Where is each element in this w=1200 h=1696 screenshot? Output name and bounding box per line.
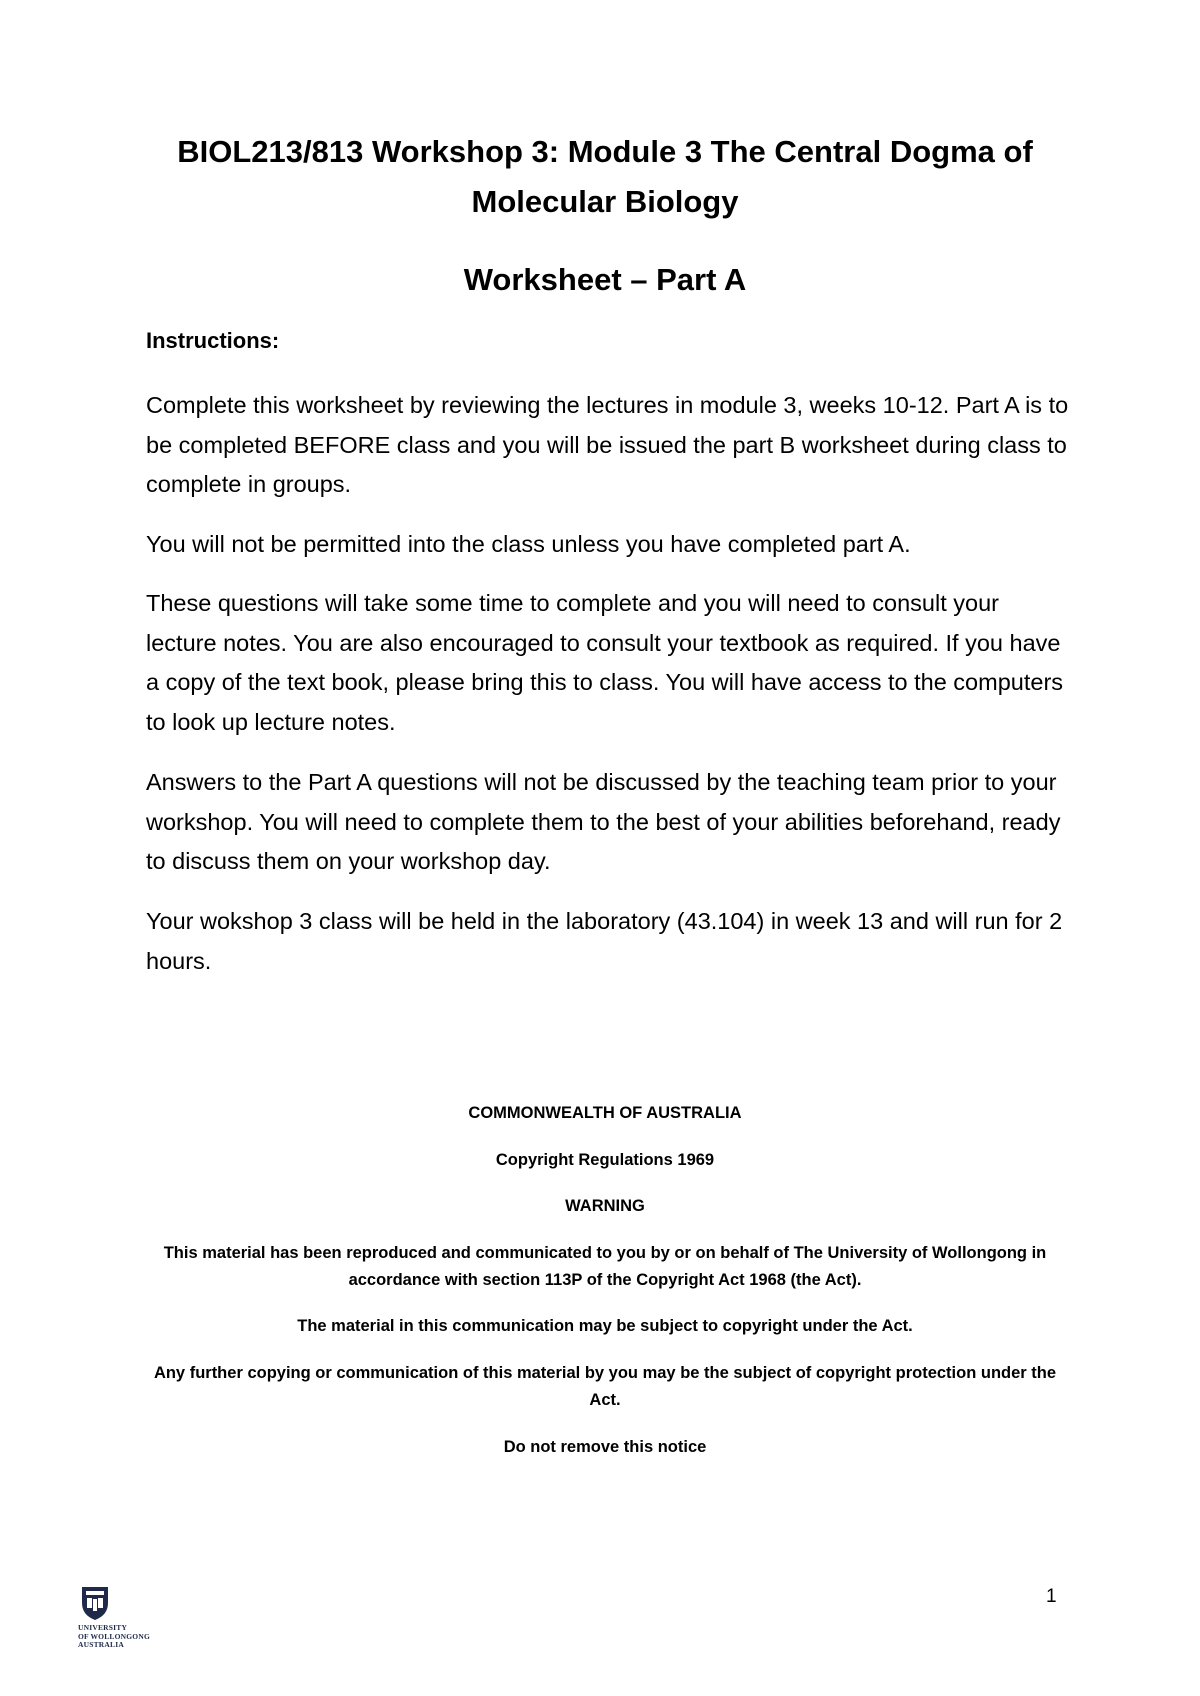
instructions-paragraph: Your wokshop 3 class will be held in the laboratory (43.104) in week 13 and will run for 2 hours. [146, 908, 1063, 974]
page-number: 1 [1046, 1586, 1057, 1607]
document-title: BIOL213/813 Workshop 3: Module 3 The Central Dogma of Molecular Biology [177, 134, 1033, 219]
copyright-warning: WARNING [565, 1197, 645, 1215]
copyright-regulations: Copyright Regulations 1969 [495, 1151, 715, 1169]
instructions-heading: Instructions: [146, 328, 280, 353]
instructions-paragraph: These questions will take some time to complete and you will need to consult your lecture notes. You are also encouraged to consult your textbook as required. If you have a copy of the text book, please bring this to class. You will have access to the computers to look up lecture notes. [146, 590, 1064, 735]
copyright-statement: This material has been reproduced and communicated to you by or on behalf of The University of Wollongong in accordance with section 113P of the Copyright Act 1968 (the Act). [163, 1244, 1047, 1289]
document-subtitle: Worksheet – Part A [463, 262, 747, 297]
instructions-paragraph: You will not be permitted into the class unless you have completed part A. [146, 531, 911, 557]
instructions-paragraph: Complete this worksheet by reviewing the lectures in module 3, weeks 10-12. Part A is to be completed BEFORE class and you will be issued the part B worksheet during class to complete in groups. [146, 392, 1069, 497]
copyright-notice-heading: COMMONWEALTH OF AUSTRALIA [468, 1104, 742, 1122]
copyright-statement: Any further copying or communication of this material by you may be the subject of copyright protection under the Act. [153, 1364, 1057, 1409]
instructions-paragraph: Answers to the Part A questions will not be discussed by the teaching team prior to your workshop. You will need to complete them to the best of your abilities beforehand, ready to discuss them on your workshop day. [146, 769, 1061, 874]
copyright-do-not-remove: Do not remove this notice [503, 1438, 707, 1456]
copyright-statement: The material in this communication may be subject to copyright under the Act. [297, 1317, 913, 1335]
university-logo-text: UNIVERSITY OF WOLLONGONG AUSTRALIA [78, 1623, 150, 1649]
